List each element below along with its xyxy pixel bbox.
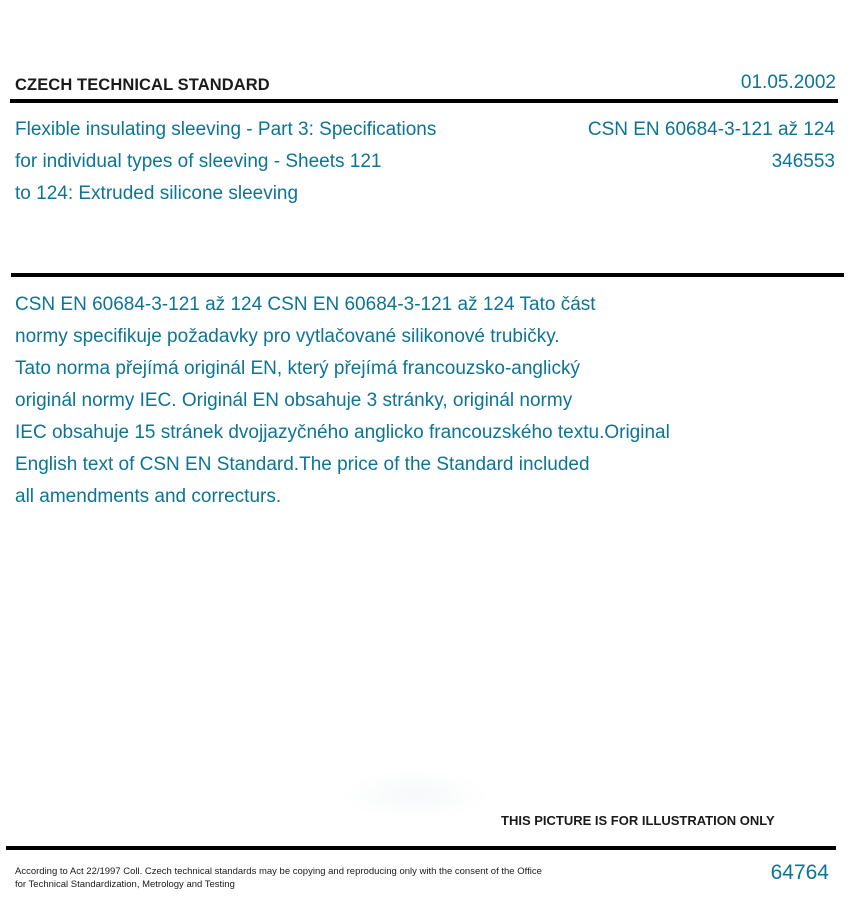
description-line: Tato norma přejímá originál EN, který přejímá francouzsko-anglický <box>15 358 580 379</box>
title-divider <box>11 273 844 277</box>
illustration-disclaimer: THIS PICTURE IS FOR ILLUSTRATION ONLY <box>501 813 775 828</box>
faint-watermark <box>340 770 490 820</box>
publication-date: 01.05.2002 <box>740 72 836 93</box>
description-line: originál normy IEC. Originál EN obsahuje 3 stránky, originál normy <box>15 390 573 411</box>
legal-notice <box>15 865 542 891</box>
description-line: IEC obsahuje 15 stránek dvojjazyčného anglicko francouzského textu.Original <box>15 422 670 443</box>
document-number: 64764 <box>770 861 829 884</box>
description-line: normy specifikuje požadavky pro vytlačované silikonové trubičky. <box>15 326 560 347</box>
description-line: English text of CSN EN Standard.The price of the Standard included <box>15 454 590 475</box>
legal-notice-line: According to Act 22/1997 Coll. Czech technical standards may be copying and reproducing only with the consent of the Office <box>15 866 542 877</box>
standard-description <box>15 289 835 513</box>
catalog-number: 346553 <box>771 151 835 172</box>
document-type-label: CZECH TECHNICAL STANDARD <box>15 76 270 94</box>
standard-title-line: for individual types of sleeving - Sheets 121 <box>15 151 382 172</box>
standard-identifier <box>588 114 835 178</box>
description-line: all amendments and correcturs. <box>15 486 282 507</box>
footer-divider <box>6 846 836 850</box>
standard-title-line: Flexible insulating sleeving - Part 3: Specifications <box>15 119 437 140</box>
standard-code: CSN EN 60684-3-121 až 124 <box>587 119 835 140</box>
header-divider <box>10 99 838 103</box>
standard-title-line: to 124: Extruded silicone sleeving <box>15 183 299 204</box>
standard-title <box>15 114 515 210</box>
description-line: CSN EN 60684-3-121 až 124 CSN EN 60684-3-121 až 124 Tato část <box>15 294 596 315</box>
legal-notice-line: for Technical Standardization, Metrology and Testing <box>15 879 235 890</box>
